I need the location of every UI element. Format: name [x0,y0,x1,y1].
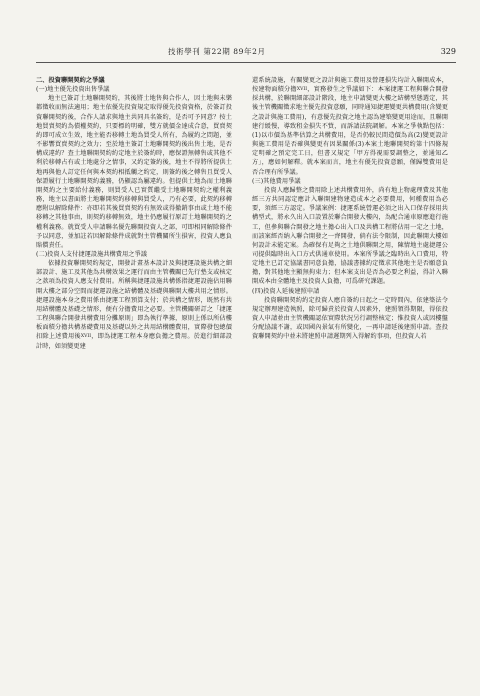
paragraph-2-text: 依據投資聯開契約規定，開發計畫基本設計及與捷運設施共構之細部設計、施工及其他為共構效果之運行而由主管機關已先行墊支或核定之款項為投資人應支付費用。所稱與捷運設施共構係指捷運設施佔用聯開大樓之部分空間而捷運設施之結構體及基礎與聯開大樓共用之情形。捷運設施本身之費用係由捷運工程預算支付；於共構之情形，既然有共用結構體及基礎之情形，便有分擔費用之必要。主管機關研訂之「捷運工程與聯合開發共構費用分攤原則」即為執行準據，原則上係以所佔樓板面積分擔共構基礎費用及基礎以外之共用結構體費用，實際發包總價扣除上述費用後 [36,260,232,341]
paragraph-continued [252,76,448,177]
subsection-heading-3: (三)其他費用爭議 [252,177,301,185]
left-column [36,76,232,351]
journal-running-title: 技術學刊 第22期 89年2月 [168,47,266,56]
paragraph-1: 地主已簽訂土地聯開契約，其後將土地售與合作人，因土地與未樂都徵收而無法適用；地主依優先投資規定取得優先投資資格，於簽訂投資聯開契約後，合作人請求與地主共同具名簽約，是否可予同意？按土地買賣契約為債權契約，只要標的明確，雙方就價金達成合意，買賣契約即可成立生效，地主能否移轉土地為買受人所有，為履約之問題，並不影響買賣契約之效力；至於地主簽訂土地聯開契約後出售土地，是否構成違約？查土地聯開契約約定地主於簽約時，應保證無轉售或其他不利於移轉占有或土地處分之情事，又約定簽約後，地主不得將所提供土地再與他人訂定任何與本契約相抵觸之約定，則簽約後之轉售且買受人保證履行土地聯開契約義務，仍顯認為屬違約。但提供土地為而土地聯開契約之主要給付義務，則買受人已實質繼受土地聯開契約之權利義務，地主以書面將土地聯開契約移轉與買受人，乃有必要，此契約移轉應附以解除條件：亦即若其後買賣契約有無效或得撤銷事由或土地不能移轉之其他事由，則契約移轉無效，地主仍應履行原訂土地聯開契約之權利義務。就買受人申請聯名優先聯開投資人之部，可即相同解除條件予以同意，並加註若因解除條件成就對主管機關所生損害，投資人應負賠償責任。 [36,95,232,249]
paragraph-continued-text: 還系統設施，有關變更之設計與施工費用及營運損失均計入聯開成本，按建物面積分擔 [252,77,448,94]
paragraph-3: 投資人應歸整之費用除上述共構費用外，尚有地上物處理費及其他經三方共同認定應計入聯開建物建造成本之必要費用，何種費用為必要，須經三方認定。爭議案例：捷運系統營運必須之出入口保存採用共構型式，將永久出入口設置於聯合開發大樓內，為配合通車原應進行施工，但參與聯合開發之地主擔心出入口及共構工程將佔用一定之土地，而該案經否納入聯合開發之一齊開發，倘有法令限制，因此聯開大樓如何設計未能定案。為確保有足夠之土地供聯開之用，陳情地主處捷運公司提供臨時出入口方式供通車使用。本案所爭議之臨時出入口費用，特定地主已訂定協議書同意負擔，協議書據約定徵求其他地主是否願意負擔，對其他地主顯無拘束力；但本案支出是否為必要之利益，得計入聯開成本由全體地主及投資人負擔，可爲研究課題。 [252,186,448,286]
subsection-heading-4: (四)投資人延後建照申請 [252,287,320,295]
footnote-ref: XVII [80,334,92,340]
right-column [252,76,448,342]
paragraph-continued-tail: ，實務發生之爭議如下：本案捷運工程與聯合開發採共構，於聯開細部設計階段，地主申請變更大樓之結構型態選定，其後主管機關徵求地主優先投資意願，同時通知捷運變更共構費用(含變更之設計與施工費用)，有意優先投資之地主認為建築變更用途而，且聯開建行緩慢，導致租金損失不貲，而訴請法院調解。本案之爭執點包括：(1)以市價為基準估算之共構費用，是否仍較民間造價為高(2)變更設計與施工費用是否確與變更有因果關係(3)本案土地聯開契約第十四條規定明確之預定完工日，但書又規定「甲方得視需要調整之，並通知乙方」，應如何解釋。就本案而言，地主有優先投資意願，僅歸雙費用是否合理有所爭議。 [252,86,448,176]
page-number: 329 [440,47,456,56]
subsection-heading-1: (一)地主優先投資出售爭議 [36,86,110,94]
footnote-ref-2: XVII [296,87,308,93]
subsection-heading-2: (二)投資人支付捷運設施共構費用之爭議 [36,250,147,258]
paragraph-4: 投資聯開契約約定投資人應自簽約日起之一定時間內，依建築法令規定辦理建造執照，除可歸責於投資人因素外，建照領得期限，得依投資人申請並由主管機關認依實際狀況另行調整核定；惟投資人或因樓盤分配協議不謝，或因國內景氣有所變化，一再申請延後建照申請。查投資聯開契約中並未將建照申請遲期列入得解約事項，但投資人若 [252,296,448,341]
paragraph-2 [36,259,232,351]
page-header [36,46,456,63]
section-heading: 二、投資聯開契約之爭議 [36,77,105,84]
paragraph-2-tail: ，即為捷運工程本身應負擔之費用。於進行細部設計時，如須變更建 [36,333,232,350]
